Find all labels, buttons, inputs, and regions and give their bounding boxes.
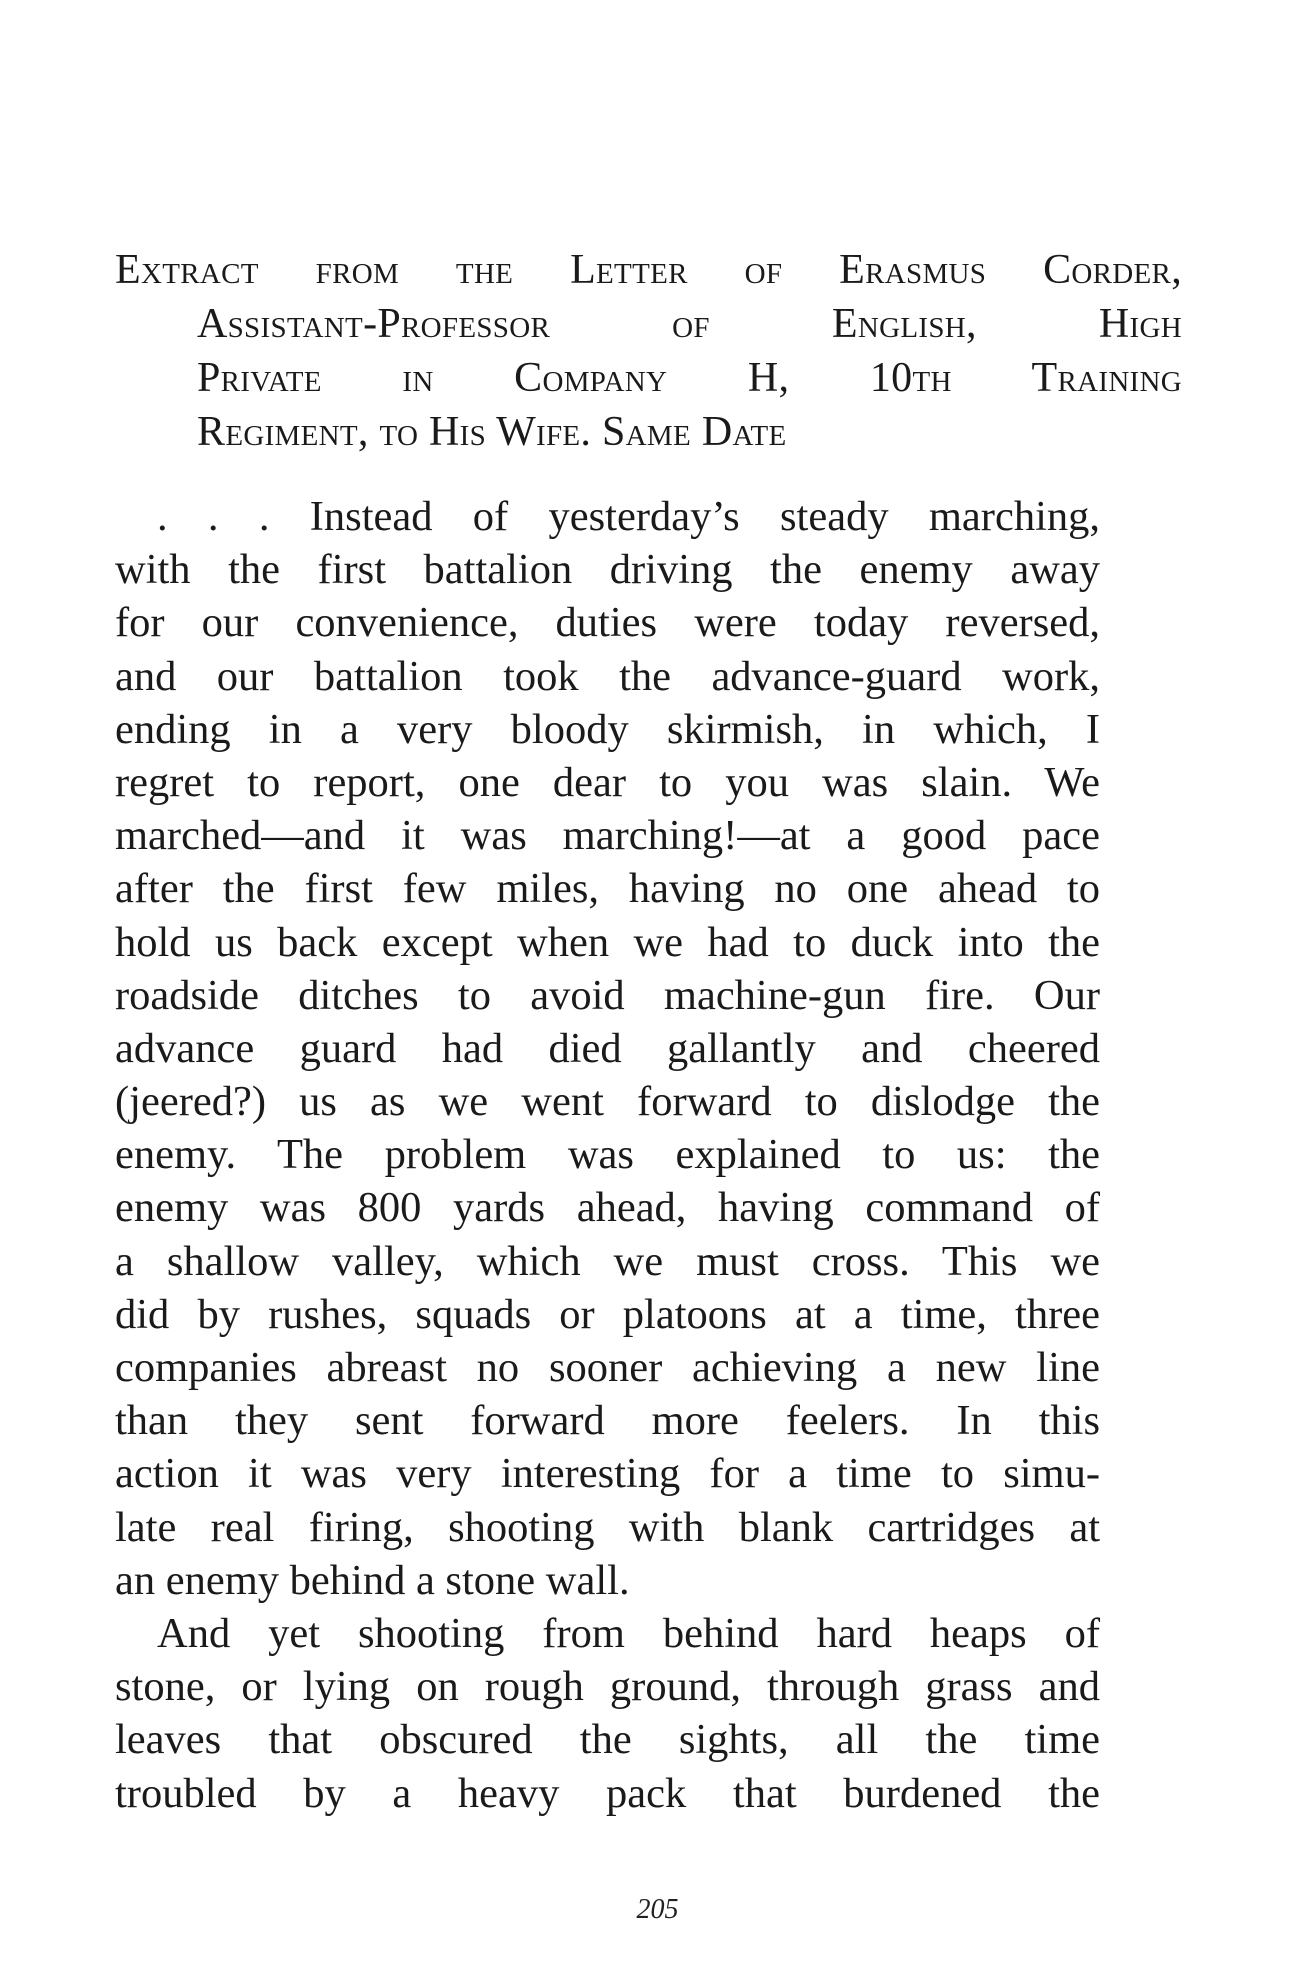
heading-line: Extract from the Letter of Erasmus Corder, <box>115 247 1182 293</box>
body-line: for our convenience, duties were today reversed, <box>115 599 1100 647</box>
body-line: an enemy behind a stone wall. <box>115 1556 630 1604</box>
body-line: action it was very interesting for a time to simu- <box>115 1450 1100 1498</box>
body-line: troubled by a heavy pack that burdened the <box>115 1769 1100 1817</box>
body-line: regret to report, one dear to you was slain. We <box>115 758 1100 806</box>
body-line: with the first battalion driving the enemy away <box>115 546 1100 594</box>
body-line: and our battalion took the advance-guard work, <box>115 652 1100 700</box>
body-line: a shallow valley, which we must cross. This we <box>115 1237 1100 1285</box>
letter-body <box>115 490 1100 1820</box>
body-line: And yet shooting from behind hard heaps of <box>157 1609 1100 1657</box>
body-line: companies abreast no sooner achieving a new line <box>115 1344 1100 1391</box>
heading-line: Regiment, to His Wife. Same Date <box>197 409 787 455</box>
body-line: (jeered?) us as we went forward to dislodge the <box>115 1078 1100 1126</box>
body-line: enemy. The problem was explained to us: the <box>115 1131 1100 1179</box>
body-line: leaves that obscured the sights, all the time <box>115 1716 1100 1764</box>
body-line: stone, or lying on rough ground, through grass and <box>115 1663 1100 1711</box>
body-line: late real firing, shooting with blank cartridges at <box>115 1503 1100 1551</box>
body-line: ending in a very bloody skirmish, in which, I <box>115 705 1100 753</box>
body-line: advance guard had died gallantly and cheered <box>115 1024 1100 1072</box>
body-line: marched—and it was marching!—at a good pace <box>115 812 1100 860</box>
heading-line: Assistant-Professor of English, High <box>197 301 1182 347</box>
body-line: roadside ditches to avoid machine-gun fire. Our <box>115 971 1100 1019</box>
body-line: enemy was 800 yards ahead, having command of <box>115 1184 1100 1232</box>
body-line: than they sent forward more feelers. In this <box>115 1397 1100 1445</box>
body-line: hold us back except when we had to duck into the <box>115 918 1100 966</box>
page-number: 205 <box>636 1894 679 1925</box>
letter-heading <box>115 243 1182 459</box>
body-line: did by rushes, squads or platoons at a time, three <box>115 1290 1100 1338</box>
heading-line: Private in Company H, 10th Training <box>197 355 1182 401</box>
body-line: after the first few miles, having no one ahead to <box>115 865 1100 913</box>
body-line: . . . Instead of yesterday’s steady marching, <box>157 493 1100 540</box>
